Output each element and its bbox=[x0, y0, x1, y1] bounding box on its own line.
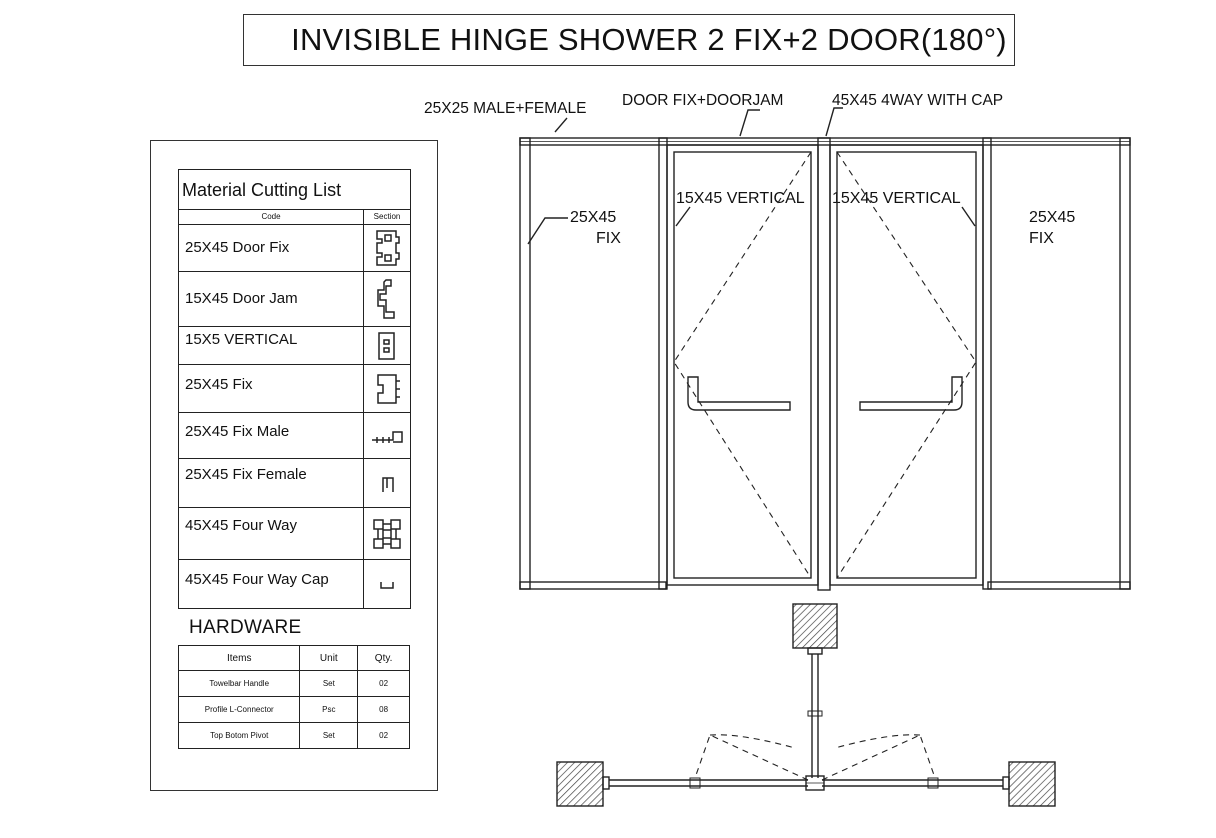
col-qty: Qty. bbox=[358, 646, 410, 671]
list-item-name: 45X45 Four Way Cap bbox=[185, 571, 329, 588]
right-fix-inner-post bbox=[983, 138, 991, 589]
plan-right-door-swing bbox=[822, 735, 935, 780]
list-item-name: 15X45 Door Jam bbox=[185, 290, 298, 307]
hardware-unit: Set bbox=[300, 723, 358, 749]
plan-left-door-swing bbox=[695, 735, 808, 780]
label-fix-right-word: FIX bbox=[1029, 230, 1054, 247]
list-item-name: 25X45 Fix bbox=[185, 376, 253, 393]
left-door-swing-line bbox=[674, 152, 811, 578]
col-code: Code bbox=[261, 212, 281, 221]
four-way-section-icon bbox=[370, 516, 404, 552]
fix-female-section-icon bbox=[375, 470, 399, 496]
hardware-table bbox=[178, 645, 410, 749]
list-item-name: 25X45 Door Fix bbox=[185, 239, 290, 256]
center-four-way-post bbox=[818, 138, 830, 590]
right-door-frame bbox=[830, 145, 983, 585]
door-jam-section-icon bbox=[372, 276, 402, 322]
right-towelbar-handle bbox=[860, 377, 962, 410]
hardware-qty: 08 bbox=[358, 697, 410, 723]
table-row bbox=[179, 723, 410, 749]
list-item bbox=[179, 272, 410, 327]
bottom-rail-right bbox=[988, 582, 1130, 589]
label-fix-left-word: FIX bbox=[596, 230, 621, 247]
list-item bbox=[179, 225, 410, 272]
left-fix-outer-post bbox=[520, 138, 530, 589]
left-door-frame bbox=[667, 145, 818, 585]
hardware-item: Top Botom Pivot bbox=[179, 723, 300, 749]
vertical-section-icon bbox=[374, 330, 400, 362]
left-towelbar-handle bbox=[688, 377, 790, 410]
col-unit: Unit bbox=[300, 646, 358, 671]
list-item bbox=[179, 560, 410, 608]
left-door-glass bbox=[674, 152, 811, 578]
list-item bbox=[179, 508, 410, 560]
label-vertical-left: 15X45 VERTICAL bbox=[676, 190, 805, 207]
bottom-rail-left bbox=[520, 582, 666, 589]
label-vertical-right: 15X45 VERTICAL bbox=[832, 190, 961, 207]
list-item-name: 25X45 Fix Female bbox=[185, 466, 307, 483]
col-items: Items bbox=[179, 646, 300, 671]
plan-wall-top bbox=[793, 604, 837, 648]
plan-wall-left bbox=[557, 762, 603, 806]
callout-male-female: 25X25 MALE+FEMALE bbox=[424, 100, 587, 117]
right-door-swing-line bbox=[837, 152, 976, 578]
callout-four-way: 45X45 4WAY WITH CAP bbox=[832, 92, 1004, 109]
hardware-header-row bbox=[179, 646, 410, 671]
leader-vertical-right bbox=[962, 207, 975, 226]
four-way-cap-section-icon bbox=[375, 574, 399, 594]
material-list-header bbox=[179, 210, 410, 225]
plan-top-connector bbox=[808, 648, 822, 654]
door-fix-section-icon bbox=[372, 227, 402, 269]
table-row bbox=[179, 671, 410, 697]
material-cutting-list bbox=[178, 169, 411, 609]
left-fix-inner-post bbox=[659, 138, 667, 589]
list-item bbox=[179, 413, 410, 459]
plan-right-connector bbox=[1003, 777, 1009, 789]
right-door-glass bbox=[837, 152, 976, 578]
list-item-name: 45X45 Four Way bbox=[185, 517, 297, 534]
leader-four-way bbox=[826, 108, 843, 136]
hardware-title: HARDWARE bbox=[189, 617, 302, 638]
material-list-title: Material Cutting List bbox=[179, 170, 410, 210]
fix-section-icon bbox=[372, 369, 402, 409]
list-item bbox=[179, 327, 410, 365]
leader-male-female bbox=[555, 118, 567, 132]
label-fix-left-size: 25X45 bbox=[570, 209, 617, 226]
leader-vertical-left bbox=[676, 207, 690, 226]
drawing-title: INVISIBLE HINGE SHOWER 2 FIX+2 DOOR(180°) bbox=[291, 22, 1007, 57]
list-item bbox=[179, 365, 410, 413]
callout-door-fix-jam: DOOR FIX+DOORJAM bbox=[622, 92, 784, 109]
leader-door-fix-jam bbox=[740, 110, 760, 136]
plan-wall-right bbox=[1009, 762, 1055, 806]
hardware-unit: Set bbox=[300, 671, 358, 697]
hardware-qty: 02 bbox=[358, 723, 410, 749]
table-row bbox=[179, 697, 410, 723]
hardware-unit: Psc bbox=[300, 697, 358, 723]
hardware-qty: 02 bbox=[358, 671, 410, 697]
right-fix-outer-post bbox=[1120, 138, 1130, 589]
leader-fix-left bbox=[528, 218, 568, 244]
hardware-item: Towelbar Handle bbox=[179, 671, 300, 697]
plan-left-connector bbox=[603, 777, 609, 789]
col-section: Section bbox=[363, 210, 410, 224]
fix-male-section-icon bbox=[369, 424, 405, 448]
list-item bbox=[179, 459, 410, 508]
list-item-name: 25X45 Fix Male bbox=[185, 423, 290, 440]
list-item-name: 15X5 VERTICAL bbox=[185, 331, 298, 348]
label-fix-right-size: 25X45 bbox=[1029, 209, 1076, 226]
hardware-item: Profile L-Connector bbox=[179, 697, 300, 723]
